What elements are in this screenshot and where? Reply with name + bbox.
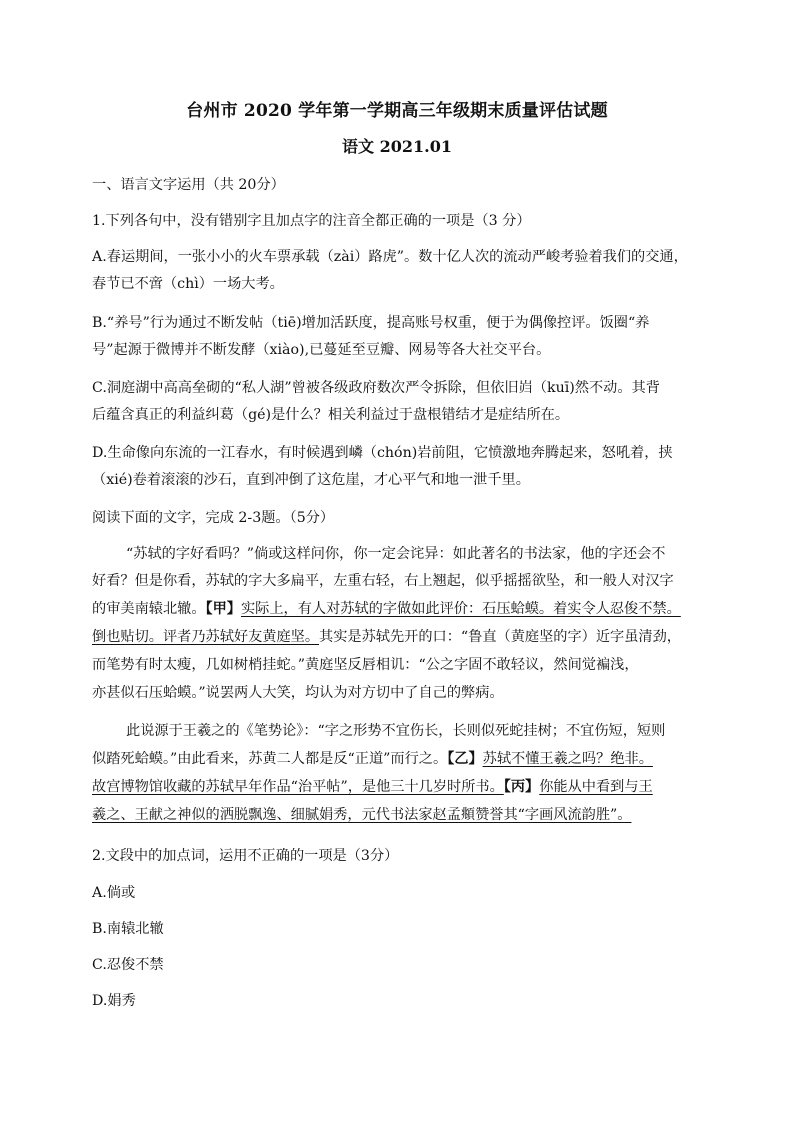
marker-jia: 【甲】 bbox=[205, 601, 241, 617]
marker-yi: 【乙】 bbox=[447, 751, 483, 767]
q1-option-b-line1: B.“养号”行为通过不断发帖（tiē)增加活跃度，提高账号权重，便于为偶像控评。饭圈“养 bbox=[92, 315, 650, 331]
q1-option-c-line2: 后蕴含真正的利益纠葛（gé)是什么？相关利益过于盘根错结才是症结所在。 bbox=[92, 407, 570, 423]
q1-option-c-line1: C.洞庭湖中高高垒砌的“私人湖”曾被各级政府数次严令拆除，但依旧岿（kuī)然不动。其背 bbox=[92, 380, 660, 396]
underlined-sentence-bing-end: ，元代书法家赵孟頫赞誉其“字画风流韵胜”。 bbox=[347, 807, 632, 823]
q2-option-d: D.娟秀 bbox=[92, 993, 136, 1009]
section-heading: 一、语言文字运用（共 20分） bbox=[92, 177, 285, 193]
passage-p1-line1: “苏轼的字好看吗？”倘或这样问你，你一定会诧异：如此著名的书法家，他的字还会不 bbox=[126, 546, 666, 562]
question-1-stem: 1.下列各句中，没有错别字且加点字的注音全都正确的一项是（3 分） bbox=[92, 213, 531, 229]
passage-text: 的审美南辕北辙。 bbox=[92, 601, 206, 617]
passage-p2-line1: 此说源于王羲之的《笔势论》：“字之形势不宜伤长，长则似死蛇挂树；不宜伤短，短则 bbox=[126, 723, 666, 739]
reading-intro: 阅读下面的文字，完成 2-3题。（5分） bbox=[92, 510, 335, 526]
underlined-sentence-jia: 实际上，有人对苏轼的字做如此评价：石压蛤蟆。着实令人忍俊不禁。 bbox=[240, 601, 681, 617]
passage-p2-line3 bbox=[92, 777, 712, 797]
q2-option-c: C.忍俊不禁 bbox=[92, 957, 164, 973]
q1-option-d-line2: （xié)卷着滚滚的沙石，直到冲倒了这危崖，才心平气和地一泄千里。 bbox=[92, 472, 530, 488]
underlined-sentence-yi: 苏轼不懂王羲之吗？绝非。 bbox=[482, 751, 653, 767]
passage-p1-line6: 亦甚似石压蛤蟆。”说罢两人大笑，均认为对方切中了自己的弊病。 bbox=[92, 685, 504, 701]
passage-p2-line4 bbox=[92, 805, 712, 825]
underlined-sentence-bing: 你能从中看到与王 bbox=[539, 779, 653, 795]
q1-option-d-line1: D.生命像向东流的一江春水，有时候遇到嶙（chón)岩前阻，它愤激地奔腾起来，怒吼着，挟 bbox=[92, 445, 673, 461]
passage-p1-line3 bbox=[92, 599, 712, 619]
exam-subtitle: 语文 2021.01 bbox=[342, 137, 452, 156]
passage-text: 似踏死蛤蟆。”由此看来，苏黄二人都是反“正道”而行之。 bbox=[92, 751, 448, 767]
underlined-sentence-yi-cont: 故宫博物馆收藏的苏轼早年作品“治平帖”，是他三十几岁时所书。 bbox=[92, 779, 504, 795]
passage-p2-line2 bbox=[92, 749, 712, 769]
marker-bing: 【丙】 bbox=[503, 779, 540, 795]
q2-option-b: B.南辕北辙 bbox=[92, 921, 164, 937]
passage-text: 其实是苏轼先开的口：“鲁直（黄庭坚的字）近字虽清劲， bbox=[319, 629, 681, 645]
passage-p1-line4 bbox=[92, 627, 712, 647]
q2-option-a: A.倘或 bbox=[92, 885, 136, 901]
question-2-stem: 2.文段中的加点词，运用不正确的一项是（3分） bbox=[92, 848, 399, 864]
q1-option-a-line2: 春节已不啻（chì）一场大考。 bbox=[92, 276, 284, 292]
q1-option-b-line2: 号”起源于微博并不断发酵（xiào),已蔓延至豆瓣、网易等各大社交平台。 bbox=[92, 342, 551, 358]
underlined-sentence-jia-cont: 倒也贴切。评者乃苏轼好友黄庭坚。 bbox=[92, 629, 320, 645]
q1-option-a-line1: A.春运期间，一张小小的火车票承载（zài）路虎”。数十亿人次的流动严峻考验着我们的交通， bbox=[92, 249, 688, 265]
exam-title: 台州市 2020 学年第一学期高三年级期末质量评估试题 bbox=[186, 101, 608, 121]
passage-p1-line5: 而笔势有时太瘦，几如树梢挂蛇。”黄庭坚反唇相讥：“公之字固不敢轻议，然间觉褊浅， bbox=[92, 657, 639, 673]
passage-p1-line2: 好看？但是你看，苏轼的字大多扁平，左重右轻，右上翘起，似乎摇摇欲坠，和一般人对汉字 bbox=[92, 573, 674, 589]
underlined-sentence-bing-cont: 羲之、王献之神似的洒脱飘逸、细腻娟秀 bbox=[92, 807, 348, 823]
